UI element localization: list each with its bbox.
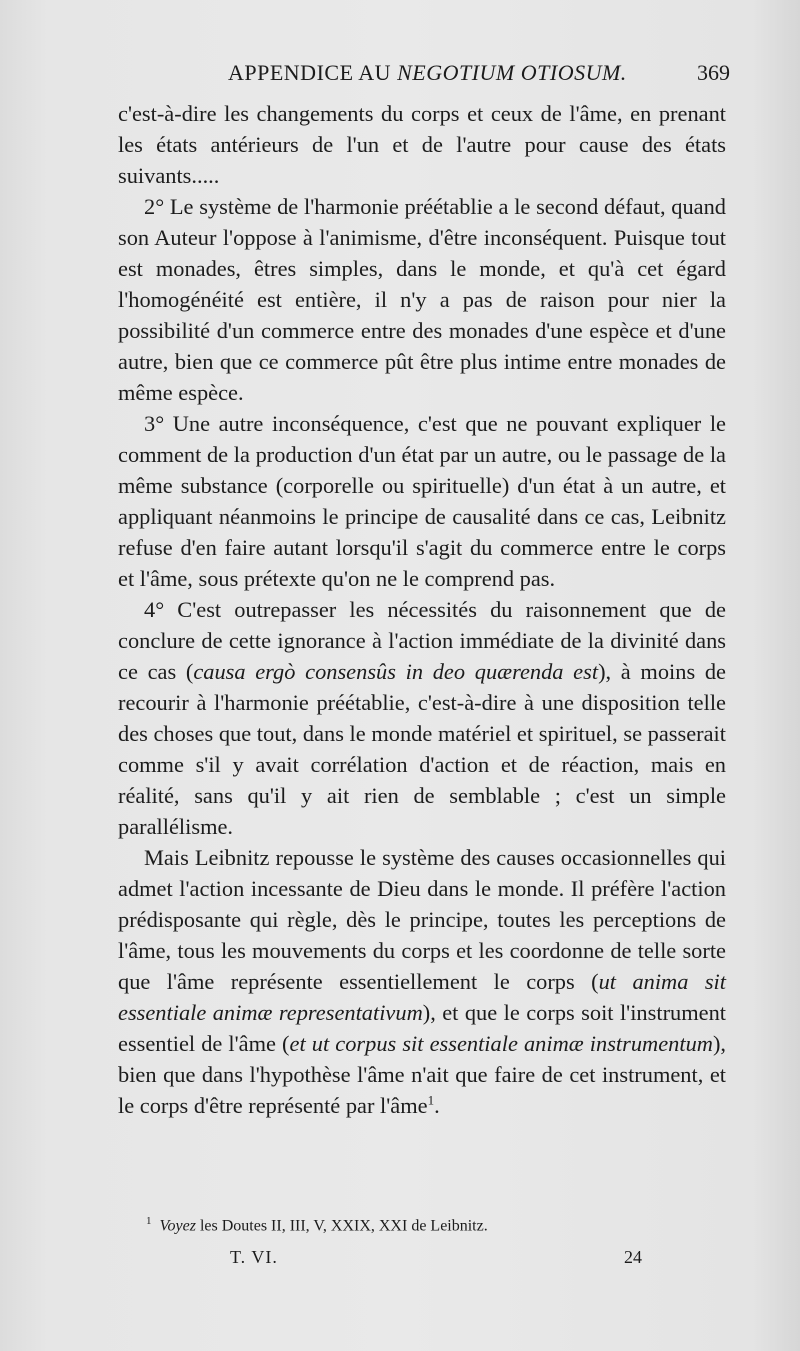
paragraph-5-end: . (434, 1093, 440, 1118)
running-header (130, 60, 730, 92)
sheet-signature: 24 (624, 1247, 642, 1267)
latin-quote-1: causa ergò consensûs in deo quærenda est (193, 659, 599, 684)
footnote-italic: Voyez (159, 1217, 196, 1235)
page-number: 369 (697, 60, 730, 85)
body-text (118, 98, 726, 1121)
volume-signature: T. VI. (230, 1247, 278, 1267)
latin-quote-2: ut anima sit essentiale animæ representativum (118, 969, 727, 1025)
paragraph-5 (118, 842, 726, 1121)
footnote (146, 1215, 706, 1235)
footnote-reference[interactable]: 1 (427, 1092, 435, 1108)
paragraph-2: 2° Le système de l'harmonie préétablie a le second défaut, quand son Auteur l'oppose à l'animisme, d'être inconséquent. Puisque tout est monades, êtres simples, dans le monde, et qu'à cet égard l'homogénéité est entière, il n'y a pas de raison pour nier la possibilité d'un commerce entre des monades d'une espèce et d'une autre, bien que ce commerce pût être plus intime entre monades de même espèce. (118, 194, 726, 405)
running-title-prefix: APPENDICE AU (228, 60, 398, 85)
latin-quote-3: et ut corpus sit essentiale animæ instrumentum (289, 1031, 713, 1056)
paragraph-5-part-b: ), et que le corps soit l'instrument essentiel de l'âme ( (118, 1000, 726, 1056)
paragraph-1: c'est-à-dire les changements du corps et ceux de l'âme, en prenant les états antérieurs de l'un et de l'autre pour cause des états suivants..... (118, 101, 726, 188)
paragraph-4-part-b: ), à moins de recourir à l'harmonie préétablie, c'est-à-dire à une disposition telle des choses que tout, dans le monde matériel et spirituel, se passerait comme s'il y avait corrélation d'action et de réaction, mais en réalité, sans qu'il y ait rien de semblable ; c'est un simple parallélisme. (118, 659, 726, 839)
running-title (228, 60, 627, 86)
paragraph-4-part-a: 4° C'est outrepasser les nécessités du raisonnement que de conclure de cette ignorance à l'action immédiate de la divinité dans ce cas ( (118, 597, 726, 684)
paragraph-4 (118, 594, 726, 842)
paragraph-5-part-c: ), bien que dans l'hypothèse l'âme n'ait que faire de cet instrument, et le corps d'être représenté par l'âme (118, 1031, 726, 1118)
paragraph-5-part-a: Mais Leibnitz repousse le système des causes occasionnelles qui admet l'action incessante de Dieu dans le monde. Il préfère l'action prédisposante qui règle, dès le principe, toutes les perceptions de l'âme, tous les mouvements du corps et les coordonne de telle sorte que l'âme représente essentiellement le corps ( (118, 845, 726, 994)
paragraph-3: 3° Une autre inconséquence, c'est que ne pouvant expliquer le comment de la production d'un état par un autre, ou le passage de la même substance (corporelle ou spirituelle) d'un état à un autre, et appliquant néanmoins le principe de causalité dans ce cas, Leibnitz refuse d'en faire autant lorsqu'il s'agit du commerce entre le corps et l'âme, sous prétexte qu'on ne le comprend pas. (118, 411, 726, 591)
footnote-text: les Doutes II, III, V, XXIX, XXI de Leibnitz. (195, 1217, 488, 1235)
running-title-italic: NEGOTIUM OTIOSUM. (397, 60, 627, 85)
footnote-mark: 1 (146, 1215, 152, 1227)
